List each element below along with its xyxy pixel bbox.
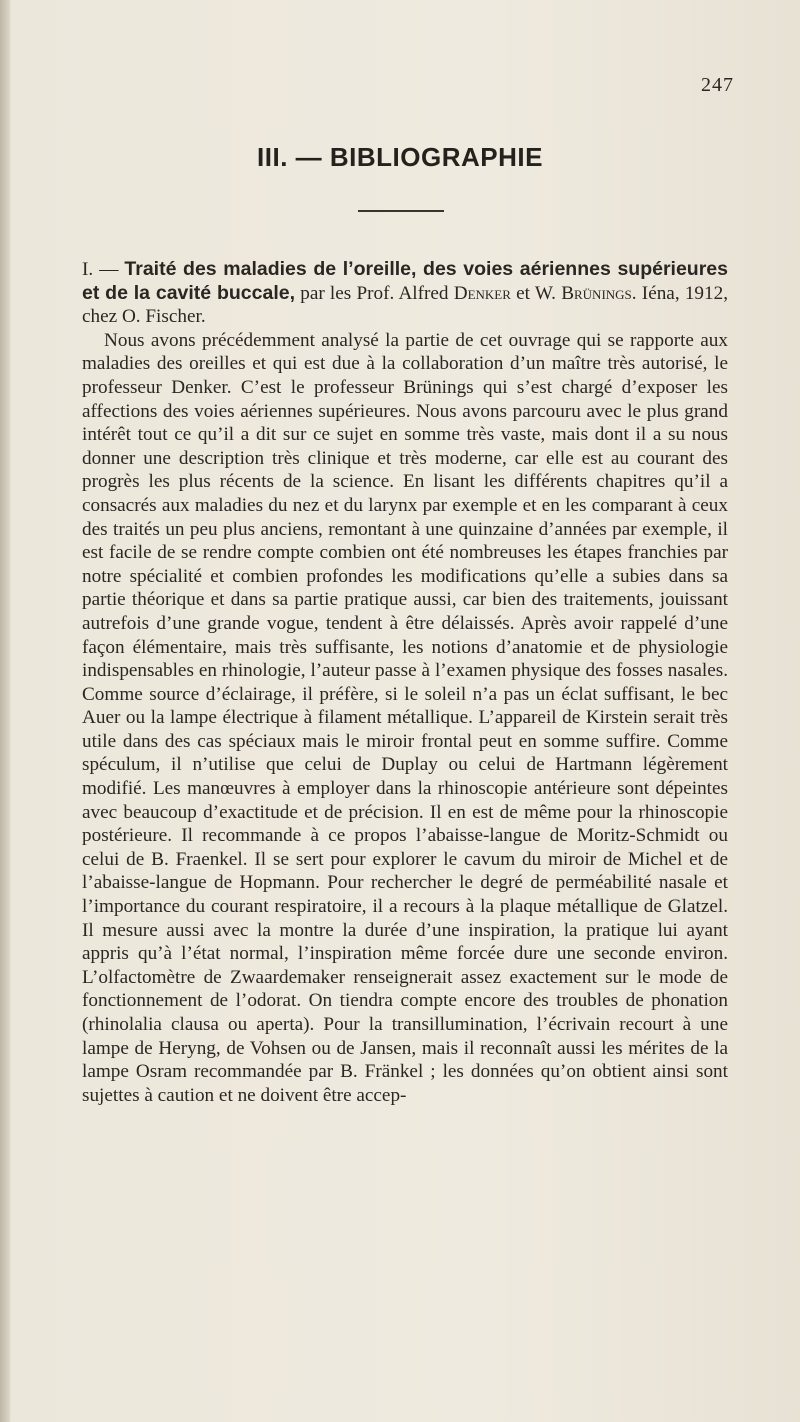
entry-number: I. — bbox=[82, 259, 125, 280]
chapter-title: III. — BIBLIOGRAPHIE bbox=[257, 142, 543, 172]
review-text: Nous avons précédemment analysé la partie de cet ouvrage qui se rapporte aux maladies des oreilles et qui est due à la collaboration d’un maître très autorisé, le professeur Denker. C’est le professeur Brünings qui s’est chargé d’exposer les affections des voies aériennes supérieures. Nous avons parcouru avec le plus grand intérêt tout ce qu’il a dit sur ce sujet en somme très vaste, mais dont il a su nous donner une description très clinique et très moderne, car elle est au courant des progrès les plus récents de la science. En lisant les différents chapitres qu’il a consacrés aux maladies du nez et du larynx par exemple et en les comparant à ceux des traités un peu plus anciens, remontant à une quinzaine d’années par exemple, il est facile de se rendre compte combien ont été nombreuses les étapes franchies par notre spécialité et combien profondes les modifications qu’elle a subies dans sa partie théorique et dans sa partie pratique aussi, car bien des traitements, jouissant autrefois d’une grande vogue, tendent à être délaissés. Après avoir rappelé d’une façon élémentaire, mais très suffisante, les notions d’anatomie et de physiologie indispensables en rhinologie, l’auteur passe à l’examen physique des fosses nasales. Comme source d’éclairage, il préfère, si le soleil n’a pas un éclat suffisant, le bec Auer ou la lampe électrique à filament métallique. L’appareil de Kirstein serait très utile dans des cas spéciaux mais le miroir frontal peut en somme suffire. Comme spéculum, il n’utilise que celui de Duplay ou celui de Hartmann légèrement modifié. Les manœuvres à employer dans la rhinoscopie antérieure sont dépeintes avec beaucoup d’exactitude et de précision. Il en est de même pour la rhinoscopie postérieure. Il recommande à ce propos l’abaisse-langue de Moritz-Schmidt ou celui de B. Fraenkel. Il se sert pour explorer le cavum du miroir de Michel et de l’abaisse-langue de Hopmann. Pour rechercher le degré de perméabilité nasale et l’importance du courant respiratoire, il a recours à la plaque métallique de Glatzel. Il mesure aussi avec la montre la durée d’une inspiration, la pratique lui ayant appris qu’à l’état normal, l’inspiration même forcée dure une seconde environ. L’olfactomètre de Zwaardemaker renseignerait assez exactement sur le mode de fonctionnement de l’odorat. On tiendra compte encore des troubles de phonation (rhinolalia clausa ou aperta). Pour la transillumination, l’écrivain recourt à une lampe de Heryng, de Vohsen ou de Jansen, mais il reconnaît aussi les mérites de la lampe Osram recommandée par B. Fränkel ; les données qu’on obtient ainsi sont sujettes à caution et ne doivent être accep- bbox=[82, 329, 728, 1106]
entry-title: Traité des maladies de l’oreille, des voies aériennes supérieures et de la cavité buccale, bbox=[82, 258, 729, 304]
title-divider bbox=[358, 210, 444, 212]
entry-author-1: Denker bbox=[453, 282, 511, 304]
entry-publication: . Iéna, 1912, chez O. Fischer. bbox=[82, 282, 728, 328]
bibliography-entry bbox=[82, 258, 728, 1107]
entry-and: et W. bbox=[510, 282, 562, 304]
entry-author-2: Brünings bbox=[561, 282, 632, 304]
page-number: 247 bbox=[701, 74, 734, 96]
page-binding-edge bbox=[0, 0, 10, 1422]
entry-by: par les Prof. Alfred bbox=[295, 282, 454, 304]
entry-heading bbox=[82, 258, 728, 329]
